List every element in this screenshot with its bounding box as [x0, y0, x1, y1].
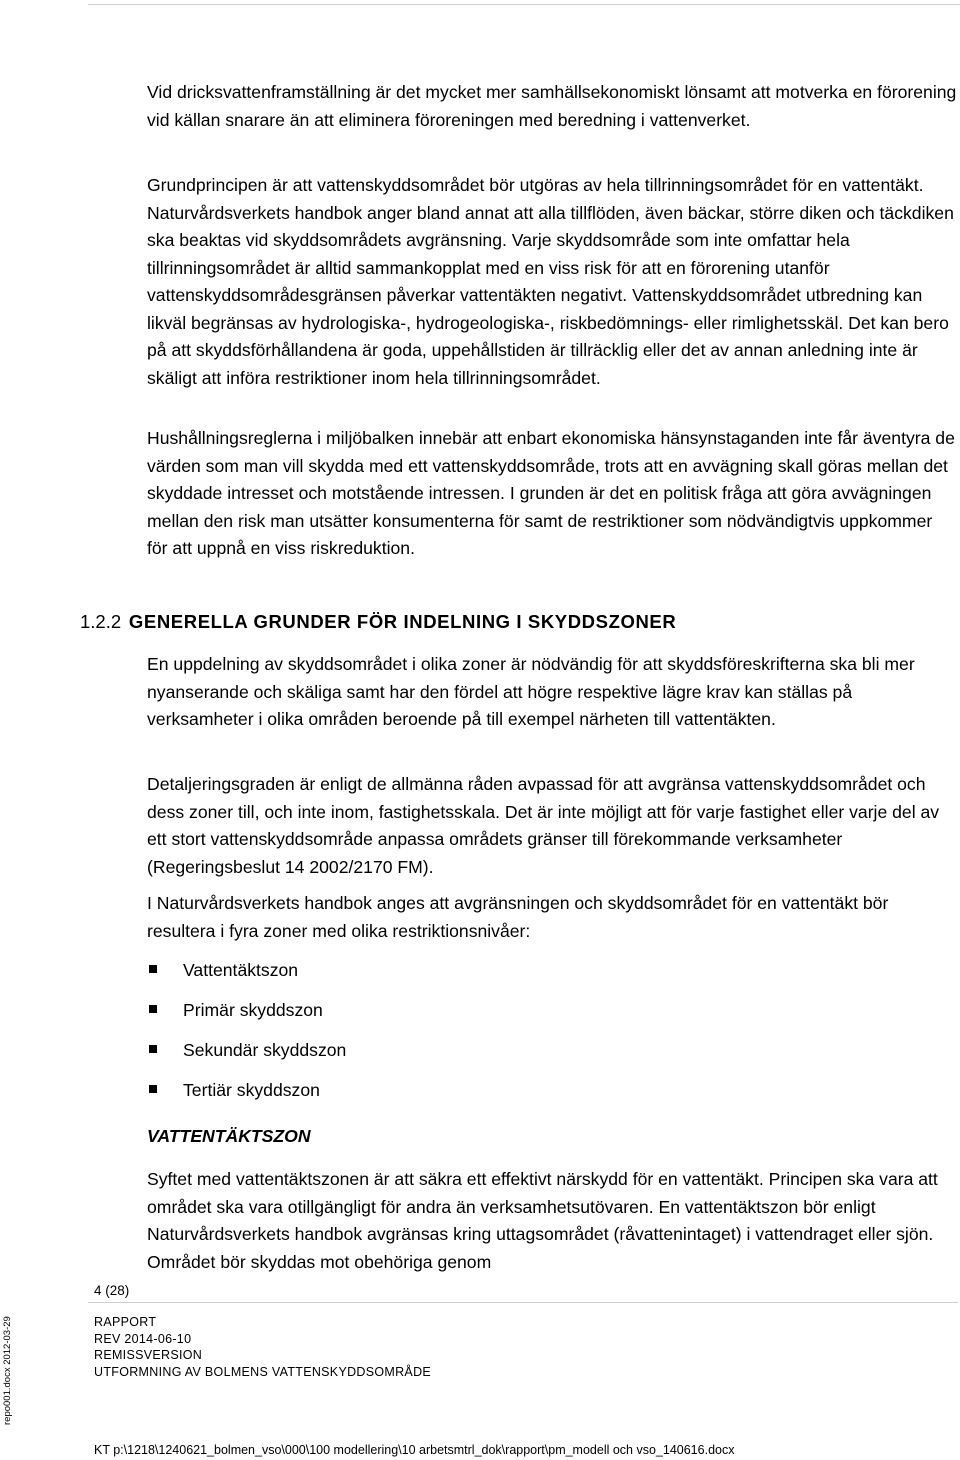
footer-divider [88, 1302, 958, 1303]
footer-info [94, 1314, 431, 1380]
paragraph-detail-level: Detaljeringsgraden är enligt de allmänna råden avpassad för att avgränsa vattenskyddsområdet och dess zoner till, och inte inom, fastighetsskala. Det är inte möjligt att för varje fastighet eller varje del av ett stort vattenskyddsområde anpassa områdets gränser till förekommande verksamheter (Regeringsbeslut 14 2002/2170 FM). [147, 774, 940, 877]
square-bullet-icon [149, 965, 157, 973]
paragraph-four-zones: I Naturvårdsverkets handbok anges att avgränsningen och skyddsområdet för en vattentäkt bör resultera i fyra zoner med olika restriktionsnivåer: [147, 893, 889, 941]
paragraph-management-rules: Hushållningsreglerna i miljöbalken innebär att enbart ekonomiska hänsynstaganden inte får äventyra de värden som man vill skydda med ett vattenskyddsområde, trots att en avvägning skall göras mellan det skyddade intresset och motstående intressen. I grunden är det en politisk fråga att göra avvägningen mellan den risk man utsätter konsumenterna för samt de restriktioner som nödvändigtvis uppkommer för att uppnå en viss riskreduktion. [147, 428, 955, 558]
template-note: repo001.docx 2012-03-29 [2, 1316, 13, 1425]
list-item: Sekundär skyddszon [147, 1035, 346, 1075]
footer-revision: REV 2014-06-10 [94, 1331, 192, 1346]
zone-list [147, 955, 346, 1115]
footer-doc-type: RAPPORT [94, 1315, 157, 1329]
footer-version: REMISSVERSION [94, 1348, 203, 1362]
section-heading [80, 611, 676, 633]
list-item: Vattentäktszon [147, 955, 346, 995]
square-bullet-icon [149, 1085, 157, 1093]
list-item: Primär skyddszon [147, 995, 346, 1035]
section-title: GENERELLA GRUNDER FÖR INDELNING I SKYDDSZONER [128, 611, 677, 632]
paragraph-zone-division: En uppdelning av skyddsområdet i olika zoner är nödvändig för att skyddsföreskrifterna ska bli mer nyanserande och skäliga samt har den fördel att högre respektive lägre krav kan ställas på verksamheter i olika områden beroende på till exempel närheten till vattentäkten. [147, 654, 915, 729]
square-bullet-icon [149, 1045, 157, 1053]
paragraph-catchment-principle: Grundprincipen är att vattenskyddsområdet bör utgöras av hela tillrinningsområdet för en vattentäkt. Naturvårdsverkets handbok anger bland annat att alla tillflöden, även bäckar, större diken och täckdiken ska beaktas vid skyddsområdets avgränsning. Varje skyddsområde som inte omfattar hela tillrinningsområdet är alltid sammankopplat med en viss risk för att en förorening utanför vattenskyddsområdesgränsen påverkar vattentäkten negativt. Vattenskyddsområdet utbredning kan likväl begränsas av hydrologiska-, hydrogeologiska-, riskbedömnings- eller rimlighetsskäl. Det kan bero på att skyddsförhållandena är goda, uppehållstiden är tillräcklig eller det av annan anledning inte är skäligt att införa restriktioner inom hela tillrinningsområdet. [147, 175, 954, 388]
header-divider [88, 4, 960, 5]
section-number: 1.2.2 [80, 611, 122, 632]
file-path: KT p:\1218\1240621_bolmen_vso\000\100 modellering\10 arbetsmtrl_dok\rapport\pm_modell och vso_140616.docx [94, 1443, 735, 1457]
list-item: Tertiär skyddszon [147, 1075, 346, 1115]
page-number: 4 (28) [94, 1283, 130, 1298]
paragraph-zone-purpose: Syftet med vattentäktszonen är att säkra ett effektivt närskydd för en vattentäkt. Principen ska vara att området ska vara otillgängligt för andra än verksamhetsutövaren. En vattentäktszon bör enligt Naturvårdsverkets handbok avgränsas kring uttagsområdet (råvattenintaget) i vattendraget eller sjön. Området bör skyddas mot obehöriga genom [147, 1169, 938, 1272]
footer-doc-title: UTFORMNING AV BOLMENS VATTENSKYDDSOMRÅDE [94, 1364, 432, 1379]
subheading-vattentaktszon: VATTENTÄKTSZON [147, 1126, 311, 1146]
paragraph-source-control: Vid dricksvattenframställning är det mycket mer samhällsekonomiskt lönsamt att motverka en förorening vid källan snarare än att eliminera föroreningen med beredning i vattenverket. [147, 82, 957, 130]
square-bullet-icon [149, 1005, 157, 1013]
